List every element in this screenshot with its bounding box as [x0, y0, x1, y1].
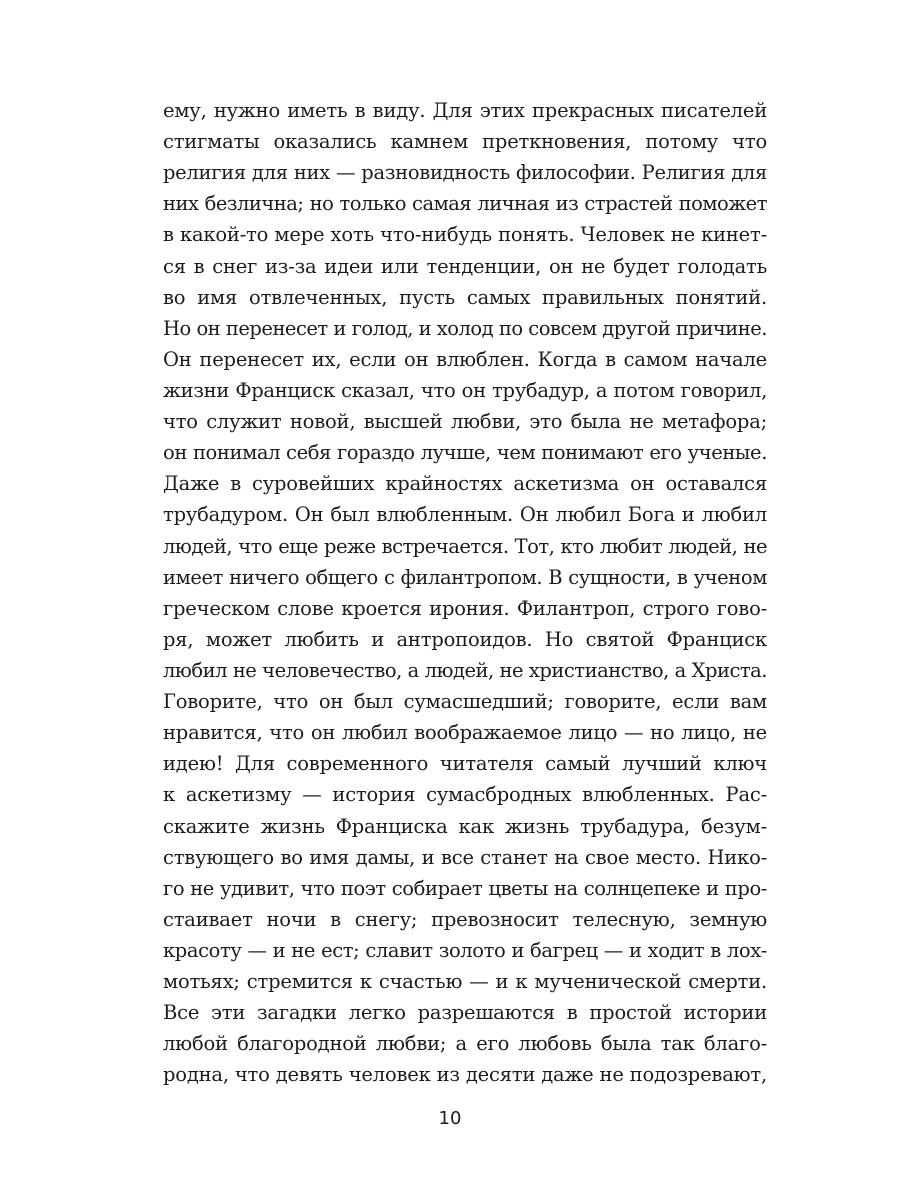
text-line: стигматы оказались камнем преткновения, потому что [163, 130, 767, 154]
text-line: что служит новой, высшей любви, это была не метафора; [163, 410, 767, 434]
text-line: нравится, что он любил воображаемое лицо — но лицо, не [163, 721, 767, 745]
text-line: в какой-то мере хоть что-нибудь понять. Человек не кинет- [163, 223, 767, 247]
text-line: мотьях; стремится к счастью — и к мученической смерти. [163, 970, 767, 994]
text-line: жизни Франциск сказал, что он трубадур, а потом говорил, [163, 378, 767, 402]
text-line: имеет ничего общего с филантропом. В сущности, в ученом [163, 565, 767, 589]
text-line: религия для них — разновидность философии. Религия для [163, 161, 767, 185]
text-line: скажите жизнь Франциска как жизнь трубадура, безум- [163, 814, 767, 838]
text-line: родна, что девять человек из десяти даже не подозревают, [163, 1063, 767, 1087]
page-number: 10 [438, 1108, 462, 1129]
text-line: людей, что еще реже встречается. Тот, кто любит людей, не [163, 534, 767, 558]
text-line: Говорите, что он был сумасшедший; говорите, если вам [163, 690, 767, 714]
body-text [163, 95, 767, 1091]
text-line: трубадуром. Он был влюбленным. Он любил Бога и любил [163, 503, 767, 527]
text-line: ему, нужно иметь в виду. Для этих прекрасных писателей [163, 99, 767, 122]
text-line: Но он перенесет и голод, и холод по совсем другой причине. [163, 316, 767, 340]
text-line: идею! Для современного читателя самый лучший ключ [163, 752, 767, 776]
text-line: он понимал себя гораздо лучше, чем понимают его ученые. [163, 441, 767, 465]
text-line: ствующего во имя дамы, и все станет на свое место. Нико- [163, 845, 767, 869]
text-line: го не удивит, что поэт собирает цветы на солнцепеке и про- [163, 876, 767, 900]
text-line: красоту — и не ест; славит золото и багрец — и ходит в лох- [163, 938, 767, 962]
text-line: греческом слове кроется ирония. Филантроп, строго гово- [163, 596, 767, 620]
text-line: к аскетизму — история сумасбродных влюбленных. Рас- [163, 783, 767, 807]
text-line: любой благородной любви; а его любовь была так благо- [163, 1032, 767, 1056]
text-line: стаивает ночи в снегу; превозносит телесную, земную [163, 907, 767, 931]
text-line: Все эти загадки легко разрешаются в простой истории [163, 1001, 767, 1025]
text-line: них безлична; но только самая личная из страстей поможет [163, 192, 767, 216]
text-line: Даже в суровейших крайностях аскетизма он оставался [163, 472, 767, 496]
text-line: любил не человечество, а людей, не христианство, а Христа. [163, 658, 767, 682]
text-line: ря, может любить и антропоидов. Но святой Франциск [163, 627, 767, 651]
text-line: во имя отвлеченных, пусть самых правильных понятий. [163, 285, 767, 309]
text-line: ся в снег из-за идеи или тенденции, он не будет голодать [163, 254, 767, 278]
text-line: Он перенесет их, если он влюблен. Когда в самом начале [163, 347, 767, 371]
